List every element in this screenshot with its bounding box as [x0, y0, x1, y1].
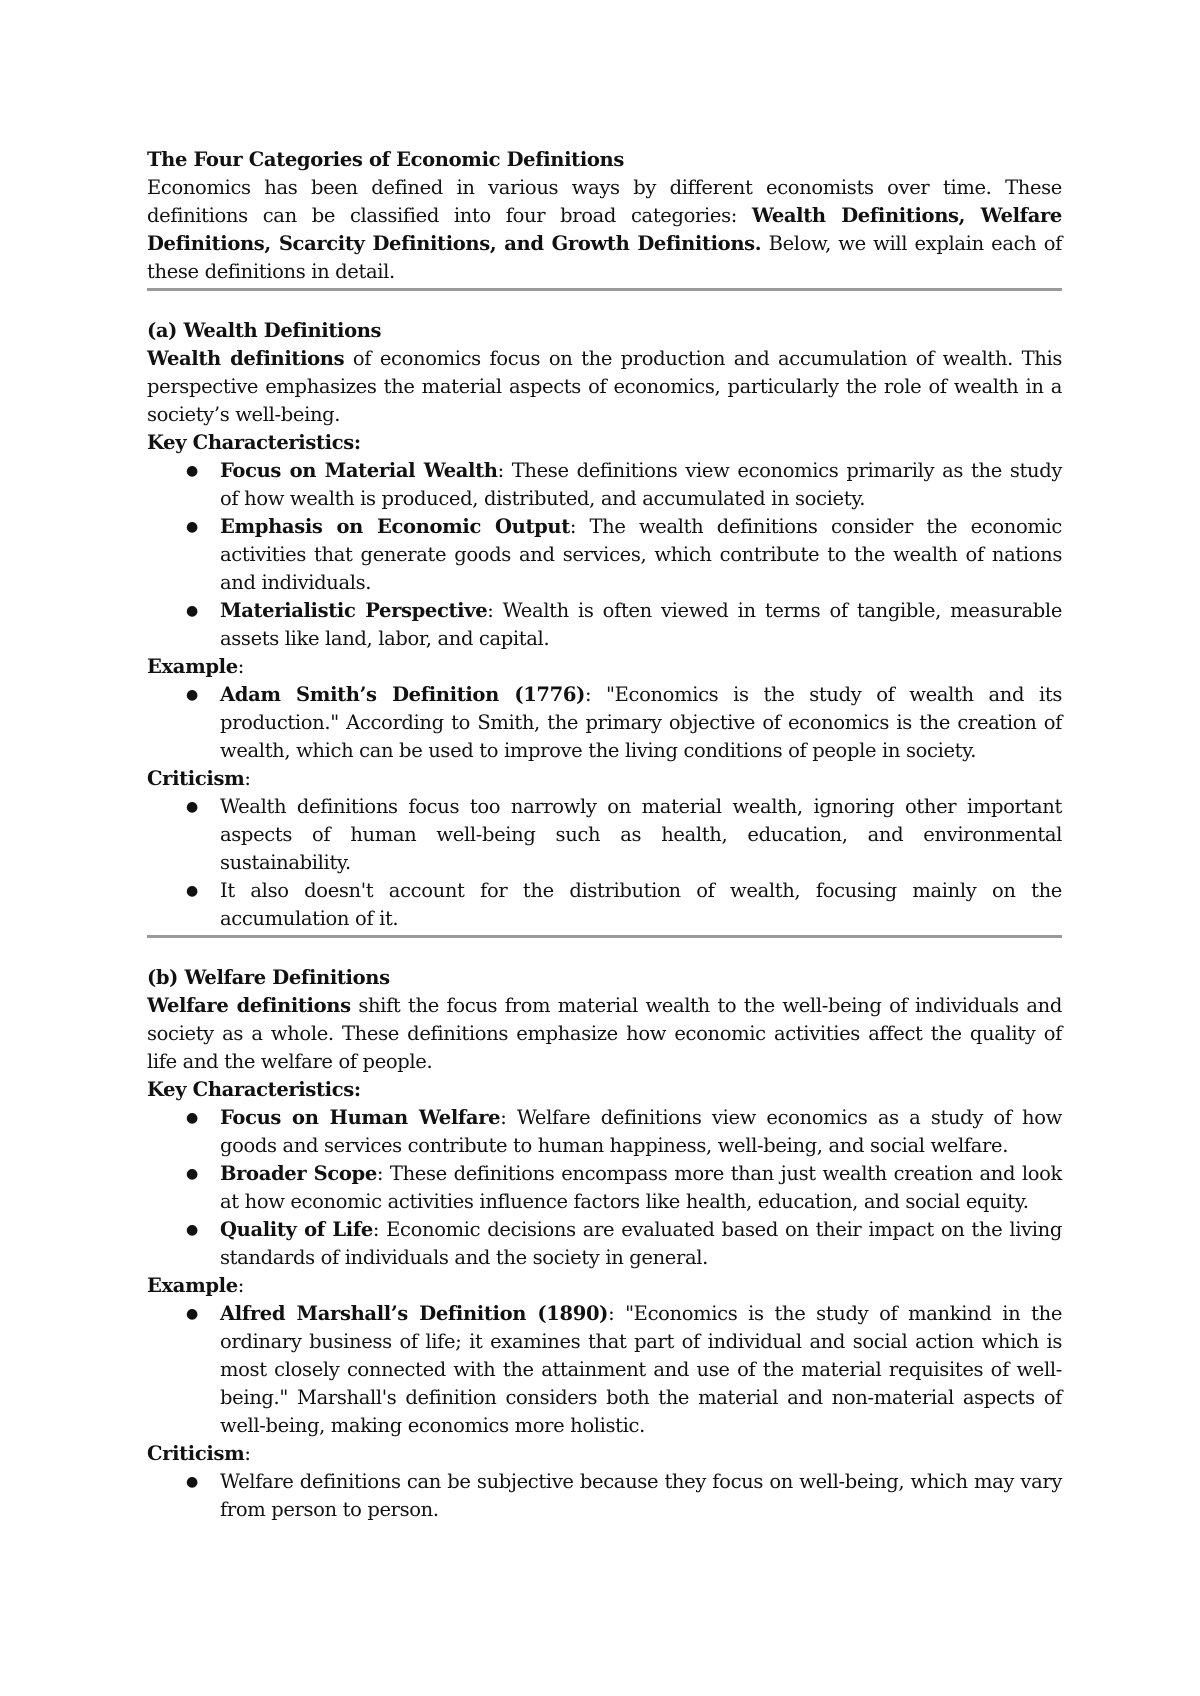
item-text: : Wealth is often viewed in terms of tangible, measurable assets like land, labor, and capital. — [220, 599, 1063, 650]
welfare-criticism-label — [147, 1440, 1062, 1468]
welfare-criticisms-list — [147, 1468, 1062, 1524]
document-page — [147, 146, 1062, 1524]
bullet-icon: ● — [186, 883, 198, 899]
list-item — [186, 1300, 1063, 1440]
welfare-example-colon: : — [237, 1274, 244, 1297]
item-text: : "Economics is the study of mankind in the ordinary business of life; it examines that part of individual and social action which is most closely connected with the attainment and use of the material requisites of well-being." Marshall's definition considers both the material and non-material aspects of well-being, making economics more holistic. — [220, 1302, 1063, 1437]
bullet-icon: ● — [186, 799, 198, 815]
welfare-section — [147, 964, 1062, 1524]
intro-text-end: Below, we will explain each of these definitions in detail. — [147, 232, 1063, 283]
document-title: The Four Categories of Economic Definitions — [147, 148, 625, 171]
bullet-icon: ● — [186, 1110, 198, 1126]
list-item — [186, 681, 1063, 765]
wealth-examples-list — [147, 681, 1062, 765]
item-bold: Quality of Life — [220, 1218, 373, 1241]
bullet-icon: ● — [186, 1474, 198, 1490]
welfare-example-label — [147, 1272, 1062, 1300]
item-text: : These definitions encompass more than just wealth creation and look at how economic activities influence factors like health, education, and social equity. — [220, 1162, 1062, 1213]
section-divider — [147, 935, 1062, 938]
wealth-lead-paragraph — [147, 345, 1062, 429]
welfare-criticism-colon: : — [244, 1442, 251, 1465]
wealth-section — [147, 317, 1062, 933]
welfare-example-label-text: Example — [147, 1274, 238, 1297]
item-text: Wealth definitions focus too narrowly on material wealth, ignoring other important aspects of human well-being such as health, education, and environmental sustainability. — [220, 795, 1062, 874]
list-item — [186, 597, 1063, 653]
wealth-example-label — [147, 653, 1062, 681]
wealth-characteristics-list — [147, 457, 1062, 653]
wealth-key-label — [147, 429, 1062, 457]
welfare-characteristics-list — [147, 1104, 1062, 1272]
list-item — [186, 457, 1062, 513]
item-bold: Alfred Marshall’s Definition (1890) — [220, 1302, 609, 1325]
bullet-icon: ● — [186, 687, 198, 703]
item-bold: Emphasis on Economic Output — [220, 515, 570, 538]
wealth-criticism-label — [147, 765, 1062, 793]
item-text: : Welfare definitions view economics as a study of how goods and services contribute to human happiness, well-being, and social welfare. — [220, 1106, 1062, 1157]
intro-categories-bold: Wealth Definitions, Welfare Definitions, Scarcity Definitions, and Growth Definitions. — [147, 204, 1062, 255]
welfare-lead-bold: Welfare definitions — [147, 994, 351, 1017]
wealth-key-label-text: Key Characteristics: — [147, 431, 361, 454]
wealth-criticism-label-text: Criticism — [147, 767, 245, 790]
list-item — [186, 1468, 1062, 1524]
item-bold: Broader Scope — [220, 1162, 377, 1185]
welfare-criticism-label-text: Criticism — [147, 1442, 245, 1465]
item-bold: Materialistic Perspective — [220, 599, 488, 622]
bullet-icon: ● — [186, 603, 198, 619]
bullet-icon: ● — [186, 463, 198, 479]
wealth-example-colon: : — [237, 655, 244, 678]
intro-paragraph — [147, 174, 1062, 286]
welfare-heading: (b) Welfare Definitions — [147, 966, 390, 989]
item-bold: Focus on Material Wealth — [220, 459, 498, 482]
item-text: : These definitions view economics primarily as the study of how wealth is produced, distributed, and accumulated in society. — [220, 459, 1062, 510]
item-text: Welfare definitions can be subjective because they focus on well-being, which may vary from person to person. — [220, 1470, 1062, 1521]
item-text: It also doesn't account for the distribution of wealth, focusing mainly on the accumulation of it. — [220, 879, 1062, 930]
welfare-examples-list — [147, 1300, 1062, 1440]
list-item — [186, 1104, 1062, 1160]
item-text: : "Economics is the study of wealth and its production." According to Smith, the primary objective of economics is the creation of wealth, which can be used to improve the living conditions of people in society. — [220, 683, 1063, 762]
list-item — [186, 793, 1062, 877]
wealth-lead-text: of economics focus on the production and accumulation of wealth. This perspective emphasizes the material aspects of economics, particularly the role of wealth in a society’s well-being. — [147, 347, 1062, 426]
item-text: : The wealth definitions consider the economic activities that generate goods and services, which contribute to the wealth of nations and individuals. — [220, 515, 1062, 594]
list-item — [186, 1216, 1062, 1272]
item-bold: Focus on Human Welfare — [220, 1106, 501, 1129]
bullet-icon: ● — [186, 1222, 198, 1238]
wealth-example-label-text: Example — [147, 655, 238, 678]
welfare-lead-paragraph — [147, 992, 1062, 1076]
wealth-heading: (a) Wealth Definitions — [147, 319, 382, 342]
section-divider — [147, 288, 1062, 291]
welfare-lead-text: shift the focus from material wealth to the well-being of individuals and society as a whole. These definitions emphasize how economic activities affect the quality of life and the welfare of people. — [147, 994, 1062, 1073]
bullet-icon: ● — [186, 1306, 198, 1322]
list-item — [186, 513, 1062, 597]
item-bold: Adam Smith’s Definition (1776) — [220, 683, 585, 706]
bullet-icon: ● — [186, 519, 198, 535]
wealth-lead-bold: Wealth definitions — [147, 347, 345, 370]
intro-text-start: Economics has been defined in various ways by different economists over time. These definitions can be classified into four broad categories: — [147, 176, 1062, 227]
wealth-criticism-colon: : — [244, 767, 251, 790]
welfare-key-label — [147, 1076, 1062, 1104]
item-text: : Economic decisions are evaluated based on their impact on the living standards of individuals and the society in general. — [220, 1218, 1062, 1269]
list-item — [186, 877, 1062, 933]
welfare-key-label-text: Key Characteristics: — [147, 1078, 361, 1101]
bullet-icon: ● — [186, 1166, 198, 1182]
list-item — [186, 1160, 1062, 1216]
wealth-criticisms-list — [147, 793, 1062, 933]
